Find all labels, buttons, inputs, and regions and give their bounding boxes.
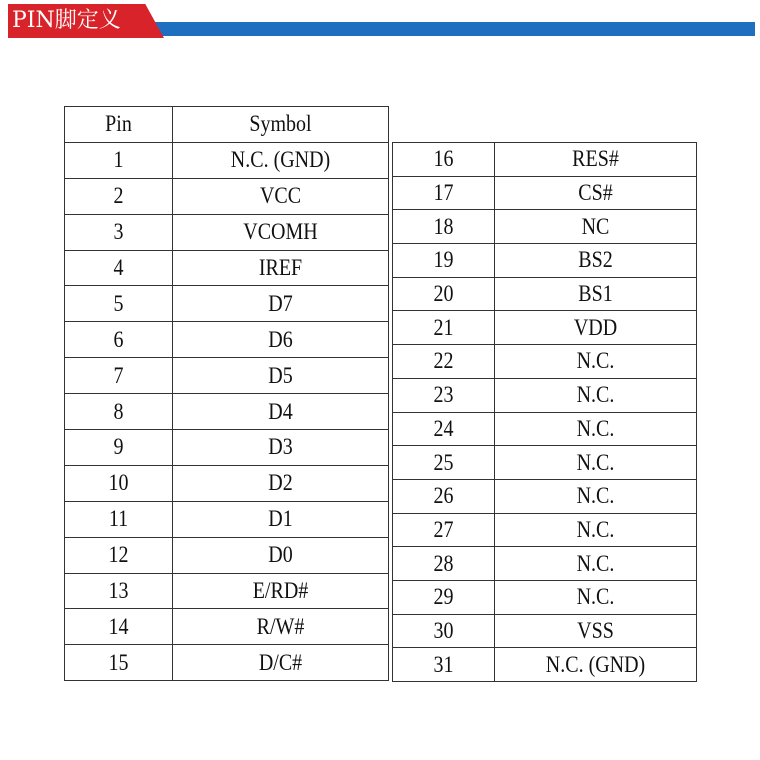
- pin-symbol: R/W#: [256, 614, 305, 640]
- pin-number: 22: [433, 348, 454, 375]
- table-row: [393, 479, 697, 513]
- table-row: [65, 430, 389, 466]
- pin-symbol-cell: [173, 430, 389, 466]
- pin-number: 28: [433, 550, 454, 577]
- pin-number: 29: [433, 584, 454, 610]
- pin-symbol: D2: [268, 470, 293, 496]
- pin-number: 14: [108, 614, 129, 640]
- pin-number: 13: [108, 578, 129, 604]
- pin-number-cell: [65, 286, 173, 322]
- pin-symbol-cell: [173, 214, 389, 250]
- pin-symbol-cell: [495, 210, 697, 244]
- table-row: [65, 573, 389, 609]
- pin-number: 20: [433, 281, 454, 307]
- pin-number-cell: [393, 513, 495, 547]
- pin-symbol: D0: [268, 542, 293, 568]
- pin-symbol-cell: [173, 286, 389, 322]
- table-row: [65, 322, 389, 358]
- pin-number: 1: [113, 147, 124, 173]
- pin-number: 12: [108, 542, 129, 568]
- pin-symbol: BS2: [578, 247, 613, 274]
- pin-number: 11: [108, 506, 129, 532]
- pin-symbol: NC: [581, 214, 610, 240]
- pin-number: 15: [108, 650, 129, 676]
- pin-number: 2: [113, 183, 124, 209]
- pin-number-cell: [65, 322, 173, 358]
- pin-symbol-cell: [173, 358, 389, 394]
- column-header-pin: Pin: [65, 107, 173, 143]
- table-row: [65, 537, 389, 573]
- pin-number: 18: [433, 214, 454, 240]
- table-row: [393, 378, 697, 412]
- table-row: [393, 580, 697, 614]
- pin-symbol: N.C. (GND): [545, 652, 646, 678]
- table-row: [65, 501, 389, 537]
- table-row: [65, 178, 389, 214]
- pin-table-left: [64, 106, 389, 681]
- pin-number-cell: [65, 250, 173, 286]
- pin-number: 27: [433, 517, 454, 543]
- pin-number-cell: [65, 142, 173, 178]
- table-header-row: [65, 107, 389, 143]
- pin-symbol: N.C.: [576, 584, 615, 610]
- pin-symbol-cell: [495, 244, 697, 278]
- pin-number-cell: [65, 394, 173, 430]
- table-row: [393, 176, 697, 210]
- pin-number-cell: [393, 446, 495, 480]
- pin-number: 6: [113, 327, 124, 353]
- pin-symbol-cell: [495, 143, 697, 177]
- pin-number: 7: [113, 363, 124, 389]
- table-row: [65, 465, 389, 501]
- pin-number-cell: [393, 378, 495, 412]
- table-row: [65, 645, 389, 681]
- pin-number-cell: [65, 214, 173, 250]
- table-row: [65, 286, 389, 322]
- pin-symbol: N.C.: [576, 550, 615, 577]
- table-row: [393, 648, 697, 682]
- pin-number: 26: [433, 483, 454, 509]
- pin-symbol: N.C.: [576, 382, 615, 408]
- pin-number: 4: [113, 255, 124, 281]
- table-row: [65, 609, 389, 645]
- pin-number-cell: [65, 465, 173, 501]
- pin-symbol: D7: [268, 291, 293, 317]
- page-title: PIN脚定义: [12, 8, 121, 33]
- table-row: [393, 614, 697, 648]
- pin-symbol: IREF: [258, 255, 303, 281]
- pin-symbol-cell: [173, 645, 389, 681]
- pin-symbol-cell: [173, 465, 389, 501]
- table-row: [393, 244, 697, 278]
- pin-number-cell: [393, 176, 495, 210]
- table-row: [393, 143, 697, 177]
- pin-number-cell: [393, 479, 495, 513]
- pin-number-cell: [393, 547, 495, 581]
- pin-symbol-cell: [495, 176, 697, 210]
- pin-number-cell: [393, 277, 495, 311]
- table-row: [393, 345, 697, 379]
- pin-number: 9: [113, 434, 124, 461]
- pin-symbol: D/C#: [258, 650, 303, 676]
- pin-symbol-cell: [495, 378, 697, 412]
- pin-symbol: N.C.: [576, 517, 615, 543]
- pin-symbol-cell: [173, 573, 389, 609]
- pin-number: 10: [108, 470, 129, 496]
- pin-symbol-cell: [495, 446, 697, 480]
- pin-symbol: E/RD#: [252, 578, 309, 604]
- pin-number-cell: [393, 345, 495, 379]
- pin-symbol: RES#: [572, 146, 619, 172]
- table-row: [393, 513, 697, 547]
- pin-symbol: N.C.: [576, 348, 615, 375]
- pin-symbol: D5: [268, 363, 293, 389]
- pin-symbol-cell: [495, 479, 697, 513]
- pin-number: 23: [433, 382, 454, 408]
- table-row: [393, 277, 697, 311]
- pin-symbol: N.C.: [576, 416, 615, 442]
- pin-number-cell: [65, 358, 173, 394]
- pin-number-cell: [393, 648, 495, 682]
- column-header-symbol: Symbol: [173, 107, 389, 143]
- pin-symbol-cell: [495, 345, 697, 379]
- pin-symbol-cell: [495, 648, 697, 682]
- pin-number-cell: [65, 178, 173, 214]
- table-row: [65, 214, 389, 250]
- pin-number: 8: [113, 398, 124, 425]
- table-row: [393, 412, 697, 446]
- pin-number: 21: [433, 315, 454, 341]
- pin-symbol: N.C. (GND): [230, 147, 331, 173]
- pin-symbol-cell: [495, 311, 697, 345]
- pin-number-cell: [65, 537, 173, 573]
- pin-number-cell: [393, 244, 495, 278]
- pin-symbol: VDD: [573, 315, 618, 341]
- pin-symbol: CS#: [578, 180, 613, 206]
- pin-symbol: VSS: [577, 618, 614, 644]
- pin-number-cell: [65, 573, 173, 609]
- pin-symbol-cell: [173, 250, 389, 286]
- pin-number: 19: [433, 247, 454, 274]
- pin-symbol-cell: [173, 142, 389, 178]
- pin-symbol-cell: [495, 547, 697, 581]
- pin-symbol-cell: [173, 178, 389, 214]
- table-row: [393, 446, 697, 480]
- header-bar: [140, 22, 755, 36]
- pin-number-cell: [65, 645, 173, 681]
- pin-number: 24: [433, 416, 454, 442]
- pin-symbol-cell: [495, 277, 697, 311]
- pin-number-cell: [65, 501, 173, 537]
- pin-symbol-cell: [173, 537, 389, 573]
- pin-symbol-cell: [173, 609, 389, 645]
- pin-number-cell: [393, 143, 495, 177]
- table-row: [65, 142, 389, 178]
- table-row: [65, 358, 389, 394]
- pin-symbol-cell: [495, 513, 697, 547]
- pin-number: 5: [113, 291, 124, 317]
- pin-number-cell: [393, 311, 495, 345]
- pin-symbol: BS1: [578, 281, 613, 307]
- pin-number-cell: [393, 580, 495, 614]
- pin-symbol: N.C.: [576, 483, 615, 509]
- pin-symbol-cell: [495, 412, 697, 446]
- pin-number-cell: [65, 430, 173, 466]
- table-row: [393, 547, 697, 581]
- pin-symbol: D1: [268, 506, 293, 532]
- pin-symbol: D4: [268, 398, 293, 425]
- pin-table-right: [392, 142, 697, 682]
- table-row: [65, 250, 389, 286]
- pin-symbol-cell: [173, 501, 389, 537]
- pin-symbol: VCOMH: [243, 219, 318, 245]
- table-row: [393, 311, 697, 345]
- pin-symbol-cell: [495, 614, 697, 648]
- pin-number-cell: [393, 614, 495, 648]
- pin-number: 25: [433, 449, 454, 476]
- pin-symbol: D6: [268, 327, 293, 353]
- pin-number: 30: [433, 618, 454, 644]
- pin-number: 31: [433, 652, 454, 678]
- pin-symbol-cell: [173, 394, 389, 430]
- pin-symbol-cell: [495, 580, 697, 614]
- pin-number: 16: [433, 146, 454, 172]
- pin-number-cell: [393, 412, 495, 446]
- pin-symbol: D3: [268, 434, 293, 461]
- pin-number: 3: [113, 219, 124, 245]
- pin-symbol: VCC: [259, 183, 302, 209]
- pin-symbol: N.C.: [576, 449, 615, 476]
- table-row: [393, 210, 697, 244]
- pin-number: 17: [433, 180, 454, 206]
- pin-number-cell: [65, 609, 173, 645]
- pin-symbol-cell: [173, 322, 389, 358]
- table-row: [65, 394, 389, 430]
- pin-number-cell: [393, 210, 495, 244]
